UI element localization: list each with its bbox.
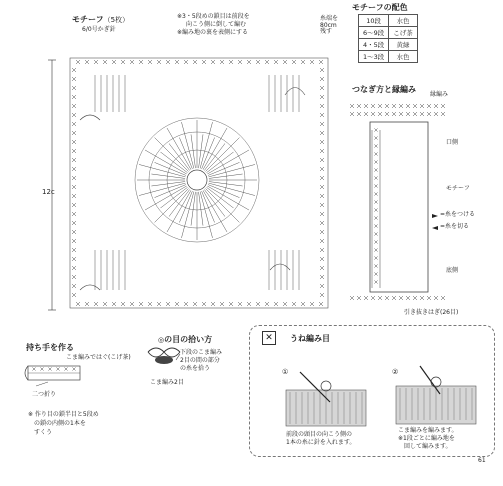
ridge-title: うね編み目 (290, 334, 330, 343)
motif-note-2: ※編み地の裏を表側にする (177, 29, 249, 36)
handle-note-3: すくう (34, 429, 53, 436)
table-row: 4・5段 黄緑 (359, 39, 418, 51)
handle-note-1: ※ 作り目の鎖半目と5段め (28, 411, 99, 418)
pickup-note-2: 2目の間の部分 (180, 357, 220, 364)
table-row: 10段 水色 (359, 15, 418, 27)
motif-title: モチーフ（5枚） (72, 15, 130, 24)
motif-note-1b: 向こう側に倒して編む (186, 21, 247, 28)
page-number: 61 (478, 457, 486, 464)
bottom-side-label: 底側 (446, 267, 459, 274)
motif-label: モチーフ (446, 185, 470, 192)
ridge-text-2c: 回して編みます。 (404, 443, 452, 450)
handle-fold: 二つ折り (32, 391, 57, 398)
motif-dimension: 12c (42, 188, 55, 196)
pickup-note-1: 下段のこま編み (180, 349, 223, 356)
mouth-side-label: 口側 (446, 139, 459, 146)
table-row: 6〜9段 こげ茶 (359, 27, 418, 39)
pickup-title: ◎の目の拾い方 (158, 335, 213, 344)
joining-title: つなぎ方と縁編み (352, 85, 416, 94)
motif-note-1: ※3・5段めの鎖目は前段を (177, 13, 250, 20)
pickup-label: こま編み2目 (150, 379, 184, 386)
edging-label: 縁編み (430, 91, 449, 98)
handle-note-2: の鎖の内側の1本を (34, 420, 86, 427)
join-off-label: =糸を切る (440, 223, 470, 230)
ridge-step-2: ② (392, 368, 399, 376)
ridge-text-2b: ※1段ごとに編み地を (398, 435, 455, 442)
motif-hook: 6/0号かぎ針 (82, 26, 116, 33)
ridge-symbol-icon: ✕ (262, 331, 276, 345)
handle-label: こま編みではぐ(こげ茶) (66, 354, 131, 361)
ridge-step-1: ① (282, 368, 289, 376)
ridge-text-1b: 1本の糸に針を入れます。 (286, 439, 356, 446)
ridge-text-1a: 前段の頭目の向こう側の (286, 431, 353, 438)
color-table-title: モチーフの配色 (352, 3, 408, 12)
motif-start-note: 糸端を 80cm 残す (320, 15, 339, 36)
ridge-text-2a: こま編みを編みます。 (398, 427, 458, 434)
handle-title: 持ち手を作る (26, 343, 74, 352)
table-row: 1〜3段 水色 (359, 51, 418, 63)
pickup-note-3: の糸を拾う (180, 365, 211, 372)
pickup-label: 引き抜きはぎ(26目) (404, 309, 459, 316)
join-on-label: =糸をつける (440, 211, 476, 218)
